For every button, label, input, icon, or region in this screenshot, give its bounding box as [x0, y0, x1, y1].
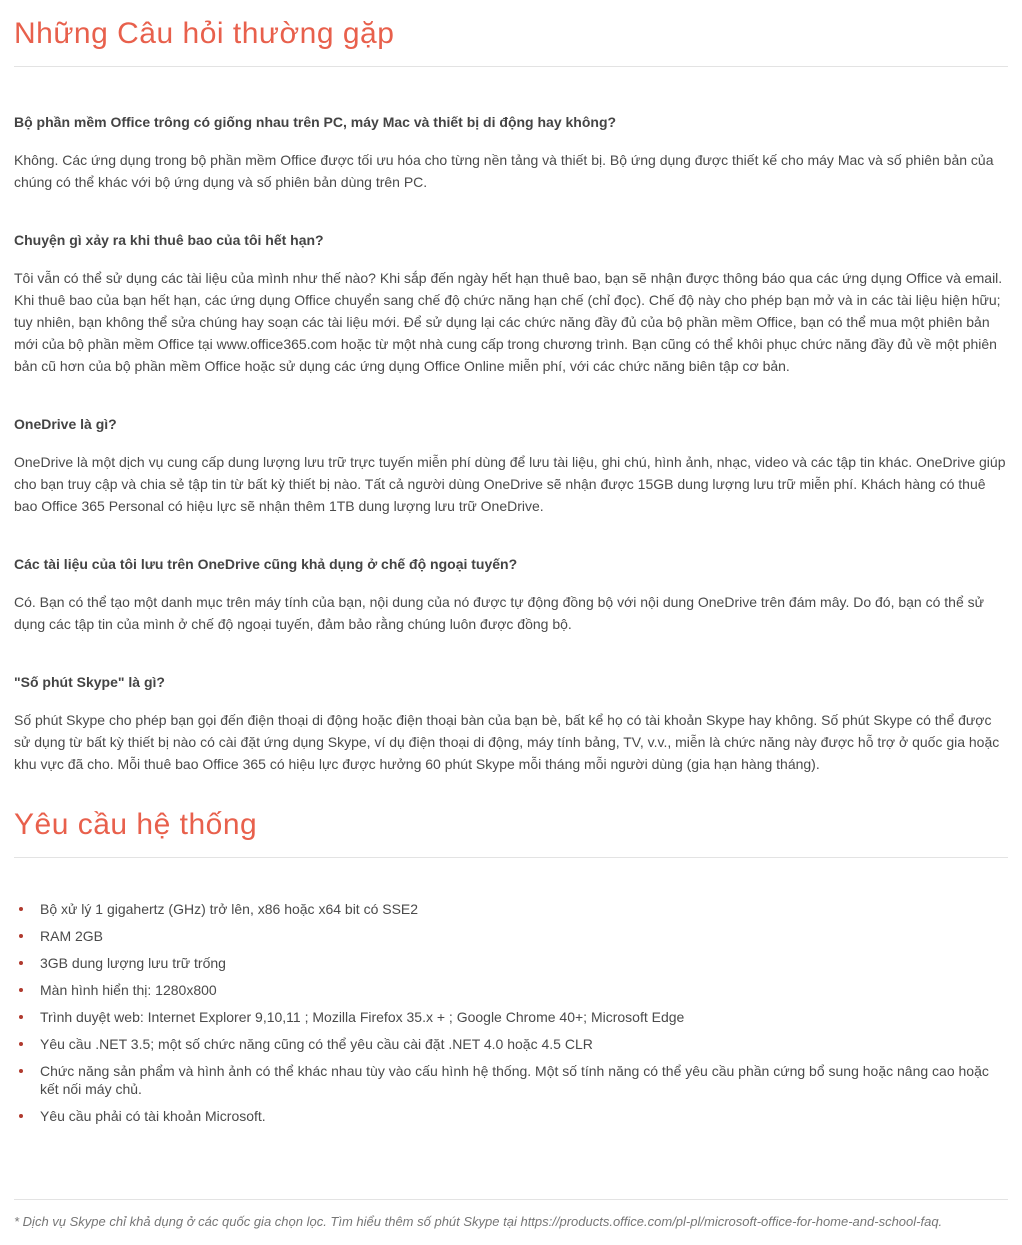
skype-footnote: * Dịch vụ Skype chỉ khả dụng ở các quốc gia chọn lọc. Tìm hiểu thêm số phút Skype tại https://products.office.com/pl-pl/microsoft-office-for-home-and-school-faq. — [14, 1214, 943, 1229]
requirement-item — [14, 1107, 1008, 1125]
requirement-item — [14, 927, 1008, 945]
faq-item — [14, 112, 1008, 193]
bullet-icon — [19, 961, 23, 965]
page-footer — [14, 1199, 1008, 1245]
requirement-text: Yêu cầu phải có tài khoản Microsoft. — [40, 1108, 266, 1124]
faq-heading: Những Câu hỏi thường gặp — [14, 17, 395, 50]
faq-question: OneDrive là gì? — [14, 416, 117, 432]
requirement-item — [14, 954, 1008, 972]
requirement-text: 3GB dung lượng lưu trữ trống — [40, 955, 226, 971]
faq-question: Bộ phần mềm Office trông có giống nhau trên PC, máy Mac và thiết bị di động hay không? — [14, 114, 617, 130]
requirement-item — [14, 900, 1008, 918]
requirement-item — [14, 981, 1008, 999]
requirement-item — [14, 1062, 1008, 1098]
bullet-icon — [19, 1015, 23, 1019]
faq-question: "Số phút Skype" là gì? — [14, 674, 165, 690]
faq-answer: Có. Bạn có thể tạo một danh mục trên máy tính của bạn, nội dung của nó được tự động đồng bộ với nội dung OneDrive trên đám mây. Do đó, bạn có thể sử dụng các tập tin của mình ở chế độ ngoại tuyến, đảm bảo rằng chúng luôn được đồng bộ. — [14, 594, 985, 632]
faq-list — [14, 112, 1008, 775]
bullet-icon — [19, 1042, 23, 1046]
bullet-icon — [19, 934, 23, 938]
faq-item — [14, 230, 1008, 377]
requirement-text: Màn hình hiển thị: 1280x800 — [40, 982, 217, 998]
faq-answer: Không. Các ứng dụng trong bộ phần mềm Office được tối ưu hóa cho từng nền tảng và thiết bị. Bộ ứng dụng được thiết kế cho máy Mac và số phiên bản của chúng có thể khác với bộ ứng dụng và số phiên bản dùng trên PC. — [14, 152, 994, 190]
bullet-icon — [19, 988, 23, 992]
faq-answer: Tôi vẫn có thể sử dụng các tài liệu của mình như thế nào? Khi sắp đến ngày hết hạn thuê bao, bạn sẽ nhận được thông báo qua các ứng dụng Office và email. Khi thuê bao của bạn hết hạn, các ứng dụng Office chuyển sang chế độ chức năng hạn chế (chỉ đọc). Chế độ này cho phép bạn mở và in các tài liệu hiện hữu; tuy nhiên, bạn không thể sửa chúng hay soạn các tài liệu mới. Để sử dụng lại các chức năng đầy đủ của bộ phần mềm Office, bạn có thể mua một phiên bản mới của bộ phần mềm Office tại www.office365.com hoặc từ một nhà cung cấp trong chương trình. Bạn cũng có thể khôi phục chức năng đầy đủ về một phiên bản cũ hơn của bộ phần mềm Office hoặc sử dụng các ứng dụng Office Online miễn phí, với các chức năng biên tập cơ bản. — [14, 270, 1003, 374]
requirement-text: Bộ xử lý 1 gigahertz (GHz) trở lên, x86 hoặc x64 bit có SSE2 — [40, 901, 419, 917]
faq-item — [14, 554, 1008, 635]
heading-divider — [14, 66, 1008, 67]
faq-page — [0, 16, 1022, 1245]
faq-item — [14, 414, 1008, 517]
requirement-text: Chức năng sản phẩm và hình ảnh có thể khác nhau tùy vào cấu hình hệ thống. Một số tính năng có thể yêu cầu phần cứng bổ sung hoặc nâng cao hoặc kết nối máy chủ. — [40, 1063, 989, 1097]
faq-question: Chuyện gì xảy ra khi thuê bao của tôi hết hạn? — [14, 232, 324, 248]
system-requirements-section — [14, 807, 1008, 1125]
system-requirements-heading: Yêu cầu hệ thống — [14, 808, 258, 841]
requirement-text: Yêu cầu .NET 3.5; một số chức năng cũng có thể yêu cầu cài đặt .NET 4.0 hoặc 4.5 CLR — [40, 1036, 593, 1052]
faq-answer: Số phút Skype cho phép bạn gọi đến điện thoại di động hoặc điện thoại bàn của bạn bè, bất kể họ có tài khoản Skype hay không. Số phút Skype có thể được sử dụng từ bất kỳ thiết bị nào có cài đặt ứng dụng Skype, ví dụ điện thoại di động, máy tính bảng, TV, v.v., miễn là chức năng này được hỗ trợ ở quốc gia hoặc khu vực đã cho. Mỗi thuê bao Office 365 có hiệu lực được hưởng 60 phút Skype mỗi tháng mỗi người dùng (gia hạn hàng tháng). — [14, 712, 1000, 772]
faq-section — [14, 16, 1008, 775]
bullet-icon — [19, 907, 23, 911]
requirement-item — [14, 1035, 1008, 1053]
faq-question: Các tài liệu của tôi lưu trên OneDrive cũng khả dụng ở chế độ ngoại tuyến? — [14, 556, 518, 572]
requirements-list — [14, 900, 1008, 1125]
requirement-item — [14, 1008, 1008, 1026]
bullet-icon — [19, 1069, 23, 1073]
faq-item — [14, 672, 1008, 775]
heading-divider — [14, 857, 1008, 858]
bullet-icon — [19, 1114, 23, 1118]
requirement-text: RAM 2GB — [40, 928, 104, 944]
faq-answer: OneDrive là một dịch vụ cung cấp dung lượng lưu trữ trực tuyến miễn phí dùng để lưu tài liệu, ghi chú, hình ảnh, nhạc, video và các tập tin khác. OneDrive giúp cho bạn truy cập và chia sẻ tập tin từ bất kỳ thiết bị nào. Tất cả người dùng OneDrive sẽ nhận được 15GB dung lượng lưu trữ miễn phí. Khách hàng có thuê bao Office 365 Personal có hiệu lực sẽ nhận thêm 1TB dung lượng lưu trữ OneDrive. — [14, 454, 1006, 514]
requirement-text: Trình duyệt web: Internet Explorer 9,10,11 ; Mozilla Firefox 35.x + ; Google Chrome 40+; Microsoft Edge — [40, 1009, 685, 1025]
